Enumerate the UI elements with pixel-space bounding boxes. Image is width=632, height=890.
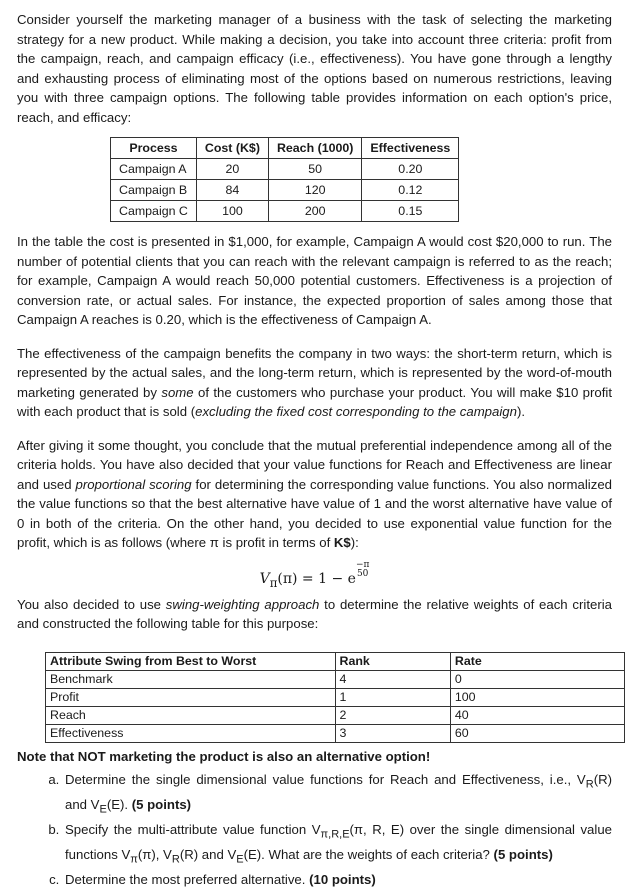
header-reach: Reach (1000) xyxy=(268,138,361,159)
header-effectiveness: Effectiveness xyxy=(362,138,459,159)
table-cell: Campaign B xyxy=(111,180,197,201)
table-row xyxy=(46,706,625,724)
question-c: c. Determine the most preferred alternative. (10 points) xyxy=(63,870,612,890)
header-attribute: Attribute Swing from Best to Worst xyxy=(46,652,336,670)
table-row xyxy=(111,180,459,201)
question-b: b. Specify the multi-attribute value function $V_{\pi,R,E}(\pi$, R, E) over the single dimensional value functions $V_\pi(\pi)$, $V_R(R)$ and $V_E(E)$. What are the weights of each criteria? (5 points) xyxy=(63,820,612,870)
effectiveness-paragraph: The effectiveness of the campaign benefits the company in two ways: the short-term return, which is represented by the actual sales, and the long-term return, which is represented by the word-of-mouth marketing generated by some of the customers who purchase your product. You will make $10 profit with each product that is sold (excluding the fixed cost corresponding to the campaign). xyxy=(17,345,613,419)
header-rank: Rank xyxy=(335,652,450,670)
swing-table-header xyxy=(46,652,625,670)
header-cost: Cost (K$) xyxy=(196,138,268,159)
table-cell: Campaign C xyxy=(111,201,197,222)
table-row xyxy=(111,159,459,180)
swing-weight-table xyxy=(45,652,625,743)
table-cell: 50 xyxy=(268,159,361,180)
table-cell: Profit xyxy=(46,688,336,706)
table-cell: 100 xyxy=(196,201,268,222)
campaign-table xyxy=(110,137,459,222)
table-cell: Campaign A xyxy=(111,159,197,180)
campaign-table-header xyxy=(111,138,459,159)
table-cell: 100 xyxy=(450,688,624,706)
table-cell: Effectiveness xyxy=(46,724,336,742)
table-cell: 0 xyxy=(450,670,624,688)
note-text: Note that NOT marketing the product is also an alternative option! xyxy=(17,748,431,764)
intro-paragraph: Consider yourself the marketing manager of a business with the task of selecting the marketing strategy for a new product. While making a decision, you take into account three criteria: profit from the campaign, reach, and campaign efficacy (i.e., effectiveness). You have gone through a lengthy and exhausting process of eliminating most of the options based on numerous restrictions, leaving you with three campaign options. The following table provides information on each option's price, reach, and efficacy: xyxy=(17,12,612,125)
table-cell: 84 xyxy=(196,180,268,201)
table-row xyxy=(46,670,625,688)
table-cell: 3 xyxy=(335,724,450,742)
table-cell: 60 xyxy=(450,724,624,742)
table-cell: 0.15 xyxy=(362,201,459,222)
table-cell: 0.20 xyxy=(362,159,459,180)
table-cell: 40 xyxy=(450,706,624,724)
table-cell: 120 xyxy=(268,180,361,201)
table-cell: 1 xyxy=(335,688,450,706)
table-cell: Benchmark xyxy=(46,670,336,688)
table-cell: 2 xyxy=(335,706,450,724)
table-cell: Reach xyxy=(46,706,336,724)
header-rate: Rate xyxy=(450,652,624,670)
question-a: a. Determine the single dimensional value functions for Reach and Effectiveness, i.e., $V_R(R)$ and $V_E(E)$. (5 points) xyxy=(63,770,612,820)
profit-value-formula: $V_\pi(\pi) = 1 - e$ −π 50 xyxy=(259,559,370,590)
table-row xyxy=(111,201,459,222)
swing-weighting-paragraph: You also decided to use swing-weighting approach to determine the relative weights of each criteria and constructed the following table for this purpose: xyxy=(17,596,612,631)
value-function-paragraph: After giving it some thought, you conclude that the mutual preferential independence among all of the criteria holds. You have also decided that your value functions for Reach and Effectiveness are linear and used proportional scoring for determining the corresponding value functions. You also normalized the value functions so that the best alternative have value of 1 and the worst alternative have value of 0 in both of the criteria. On the other hand, you decided to use exponential value function for the profit, which is as follows (where π is profit in terms of K$): xyxy=(17,437,612,550)
header-process: Process xyxy=(111,138,197,159)
cost-explanation-paragraph: In the table the cost is presented in $1,000, for example, Campaign A would cost $20,000 to run. The number of potential clients that you can reach with the relevant campaign is referred to as the reach; for example, Campaign A would reach 50,000 potential customers. Effectiveness is a projection of conversion rate, or actual sales. For instance, the expected proportion of sales among those that Campaign A reaches is 0.20, which is the effectiveness of Campaign A. xyxy=(17,234,612,327)
table-cell: 0.12 xyxy=(362,180,459,201)
table-cell: 4 xyxy=(335,670,450,688)
question-list xyxy=(17,770,612,890)
table-row xyxy=(46,688,625,706)
table-cell: 20 xyxy=(196,159,268,180)
table-cell: 200 xyxy=(268,201,361,222)
table-row xyxy=(46,724,625,742)
exponent-fraction: −π 50 xyxy=(355,559,370,579)
